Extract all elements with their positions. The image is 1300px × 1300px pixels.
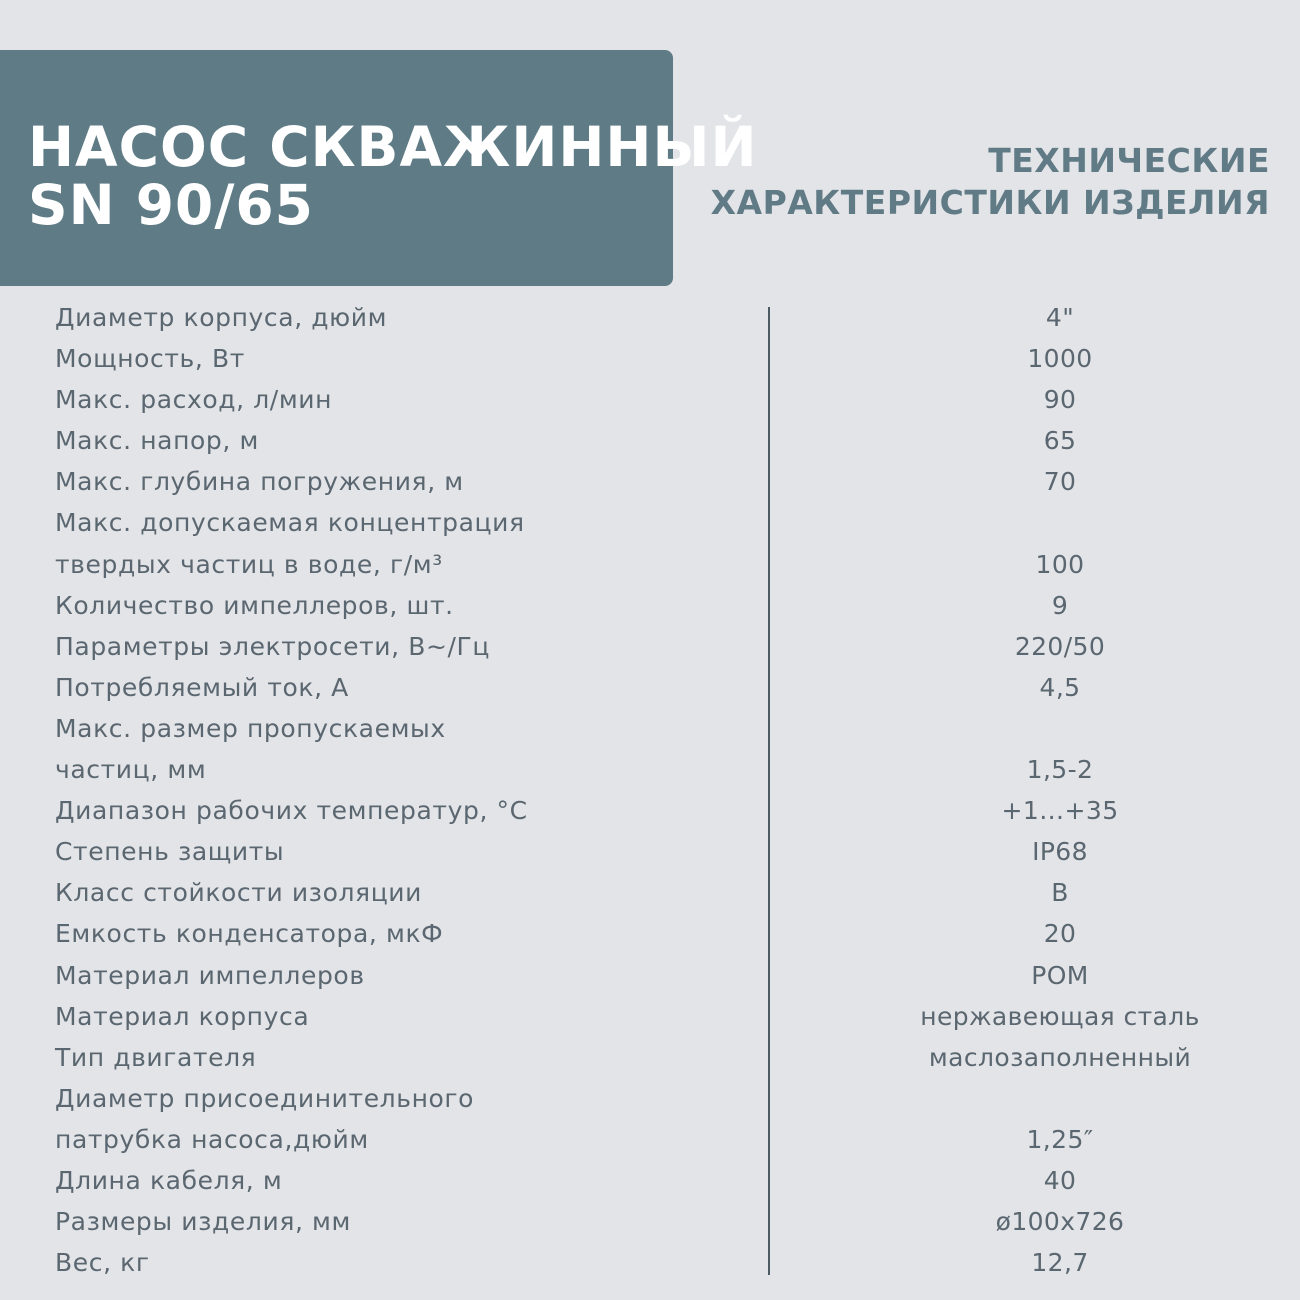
spec-row — [0, 749, 1300, 790]
spec-row — [0, 626, 1300, 667]
spec-row — [0, 872, 1300, 913]
spec-row — [0, 420, 1300, 461]
spec-value: 100 — [1035, 549, 1085, 579]
spec-label: Длина кабеля, м — [55, 1165, 283, 1195]
section-heading-line1: ТЕХНИЧЕСКИЕ — [988, 141, 1270, 180]
spec-value: 220/50 — [1014, 631, 1106, 661]
spec-row — [0, 790, 1300, 831]
spec-label: Диаметр присоединительного — [55, 1083, 475, 1113]
spec-row — [0, 1037, 1300, 1078]
spec-label: Материал корпуса — [55, 1001, 310, 1031]
product-title — [28, 115, 758, 237]
spec-value: 40 — [1043, 1165, 1077, 1195]
spec-value: маслозаполненный — [928, 1042, 1192, 1072]
spec-label: Параметры электросети, В~/Гц — [55, 631, 490, 661]
spec-label: Размеры изделия, мм — [55, 1207, 351, 1237]
spec-row — [0, 338, 1300, 379]
spec-label: Вес, кг — [55, 1248, 150, 1278]
spec-value: нержавеющая сталь — [920, 1001, 1200, 1031]
spec-row — [0, 1242, 1300, 1283]
spec-label: твердых частиц в воде, г/м³ — [55, 549, 443, 579]
spec-value: POM — [1031, 960, 1089, 990]
spec-row — [0, 1119, 1300, 1160]
spec-value: 4,5 — [1039, 672, 1081, 702]
spec-value: 9 — [1051, 590, 1069, 620]
spec-row — [0, 544, 1300, 585]
spec-label: Диапазон рабочих температур, °С — [55, 796, 528, 826]
spec-label: Макс. допускаемая концентрация — [55, 508, 525, 538]
spec-value: +1…+35 — [1001, 796, 1119, 826]
spec-row — [0, 461, 1300, 502]
spec-row — [0, 585, 1300, 626]
product-title-line2: SN 90/65 — [28, 173, 314, 237]
spec-label: частиц, мм — [55, 755, 207, 785]
spec-label: Количество импеллеров, шт. — [55, 590, 454, 620]
spec-label: Мощность, Вт — [55, 344, 245, 374]
spec-label: Потребляемый ток, А — [55, 672, 349, 702]
spec-row — [0, 1201, 1300, 1242]
spec-row — [0, 667, 1300, 708]
spec-label: Диаметр корпуса, дюйм — [55, 303, 388, 332]
spec-label: Макс. глубина погружения, м — [55, 467, 464, 497]
spec-value: 65 — [1043, 426, 1077, 456]
spec-row — [0, 502, 1300, 543]
spec-row — [0, 913, 1300, 954]
spec-value: 1,25″ — [1026, 1124, 1094, 1154]
spec-value: IP68 — [1032, 837, 1088, 867]
spec-label: Класс стойкости изоляции — [55, 878, 422, 908]
spec-value: 70 — [1043, 467, 1077, 497]
spec-label: Макс. размер пропускаемых — [55, 713, 446, 743]
spec-row — [0, 955, 1300, 996]
spec-value: 1,5-2 — [1026, 755, 1094, 785]
spec-row — [0, 1160, 1300, 1201]
spec-value: 20 — [1043, 919, 1077, 949]
product-title-line1: НАСОС СКВАЖИННЫЙ — [28, 115, 758, 179]
spec-value: 90 — [1043, 385, 1077, 415]
spec-value: 4" — [1045, 303, 1075, 332]
spec-row — [0, 297, 1300, 338]
spec-label: Тип двигателя — [55, 1042, 257, 1072]
section-heading — [711, 140, 1270, 224]
spec-label: патрубка насоса,дюйм — [55, 1124, 369, 1154]
spec-label: Макс. напор, м — [55, 426, 259, 456]
spec-row — [0, 708, 1300, 749]
spec-row — [0, 996, 1300, 1037]
section-heading-line2: ХАРАКТЕРИСТИКИ ИЗДЕЛИЯ — [710, 183, 1270, 222]
spec-table — [0, 297, 1300, 1283]
spec-value: B — [1051, 878, 1069, 908]
spec-label: Макс. расход, л/мин — [55, 385, 333, 415]
spec-label: Степень защиты — [55, 837, 285, 867]
spec-label: Емкость конденсатора, мкФ — [55, 919, 444, 949]
spec-row — [0, 379, 1300, 420]
spec-row — [0, 1078, 1300, 1119]
spec-label: Материал импеллеров — [55, 960, 365, 990]
spec-value: 1000 — [1027, 344, 1093, 374]
spec-value: ø100x726 — [995, 1207, 1125, 1237]
spec-row — [0, 831, 1300, 872]
spec-value: 12,7 — [1031, 1248, 1089, 1278]
